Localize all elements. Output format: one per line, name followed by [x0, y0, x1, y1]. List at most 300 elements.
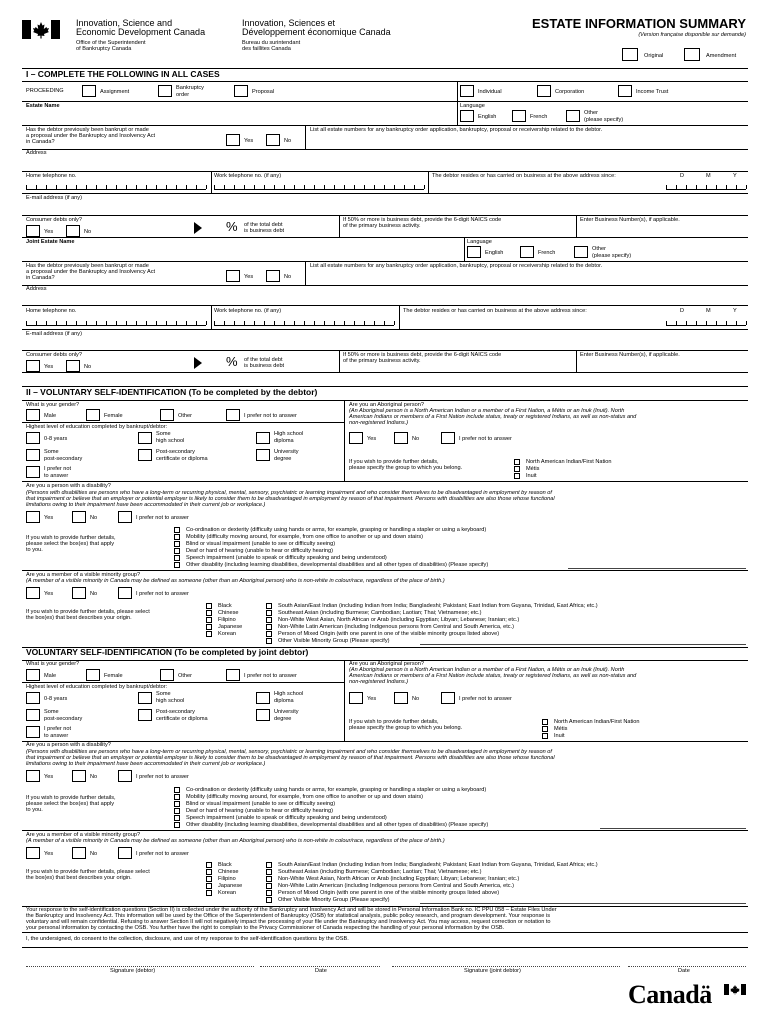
digit-tick	[264, 321, 265, 325]
vm-mixed-checkbox[interactable]	[266, 631, 272, 637]
consumer-no-checkbox[interactable]	[66, 225, 80, 237]
digit-tick	[394, 185, 395, 189]
dis-coordination-checkbox[interactable]	[174, 527, 180, 533]
j-vm-south-asian-checkbox[interactable]	[266, 862, 272, 868]
amendment-label: Amendment	[706, 53, 737, 59]
joint-prev-yes-checkbox[interactable]	[226, 270, 240, 282]
vm-mixed-label: Person of Mixed Origin (with one parent in one of the visible minority groups listed above)	[278, 631, 500, 637]
digit-tick	[56, 185, 57, 189]
disability-def-1: (Persons with disabilities are persons who have a long-term or recurring physical, mental, sensory, psychiatric or learning impairment and who consider themselves to be disadvantaged in employment by reason of	[26, 490, 552, 496]
j-edu-univ-checkbox[interactable]	[256, 709, 270, 721]
arrow-right-icon	[194, 357, 202, 369]
j-vm-mixed-checkbox[interactable]	[266, 890, 272, 896]
digit-tick	[66, 321, 67, 325]
language-label: Language	[460, 103, 485, 109]
vm-chinese-checkbox[interactable]	[206, 610, 212, 616]
j-edu-some-ps-label-1: Some	[44, 709, 59, 715]
digit-tick	[126, 321, 127, 325]
j-vm-black-checkbox[interactable]	[206, 862, 212, 868]
joint-consumer-yes-label: Yes	[44, 364, 54, 370]
digit-tick	[136, 321, 137, 325]
digit-tick	[736, 321, 737, 325]
disability-no-label: No	[90, 515, 98, 521]
joint-prev-no-checkbox[interactable]	[266, 270, 280, 282]
j-aboriginal-no-checkbox[interactable]	[394, 692, 408, 704]
j-vm-latin-american-checkbox[interactable]	[266, 883, 272, 889]
vm-korean-label: Korean	[218, 631, 237, 637]
canada-wordmark: Canadä	[628, 980, 712, 1009]
joint-resides-label: The debtor resides or has carried on business at the above address since:	[403, 308, 587, 314]
org-en-line1: Innovation, Science and	[76, 18, 173, 28]
email-label: E-mail address (if any)	[26, 195, 82, 201]
corporation-checkbox[interactable]	[537, 85, 551, 97]
j-dis-speech-checkbox[interactable]	[174, 815, 180, 821]
j-vm-yes-checkbox[interactable]	[26, 847, 40, 859]
j-disability-no-checkbox[interactable]	[72, 770, 86, 782]
digit-tick	[214, 321, 215, 325]
digit-tick	[364, 321, 365, 325]
j-aboriginal-prefer-not-label: I prefer not to answer	[459, 696, 512, 702]
consent-statement: I, the undersigned, do consent to the collection, disclosure, and use of my response to the self-identification questions by the OSB.	[26, 936, 349, 942]
metis-checkbox[interactable]	[514, 466, 520, 472]
aboriginal-yes-checkbox[interactable]	[349, 432, 363, 444]
digit-tick	[186, 321, 187, 325]
vm-prefer-not-checkbox[interactable]	[118, 587, 132, 599]
english-checkbox[interactable]	[460, 110, 474, 122]
joint-list-estates-label: List all estate numbers for any bankruptcy order application, bankruptcy, proposal or receivership related to the debtor.	[310, 263, 603, 269]
individual-checkbox[interactable]	[460, 85, 474, 97]
edu-some-hs-label-2: high school	[156, 438, 185, 444]
osb-en-line1: Office of the Superintendent	[76, 40, 146, 46]
disability-def-2: that impairment or believe that an employer or potential employer is likely to consider them to be disadvantaged in employment by reason of that impairment. Persons with disabilities are also those whose functional	[26, 496, 555, 502]
joint-home-tel-label: Home telephone no.	[26, 308, 77, 314]
gender-other-checkbox[interactable]	[160, 409, 174, 421]
gender-prefer-not-checkbox[interactable]	[226, 409, 240, 421]
assignment-checkbox[interactable]	[82, 85, 96, 97]
vm-latin-american-label: Non-White Latin American (including Indigenous persons from Central and South America, etc.)	[278, 624, 514, 630]
j-vm-def: (A member of a visible minority in Canada may be defined as someone (other than an Aboriginal person) who is non-white in colour/race, regardless of the place of birth.)	[26, 838, 445, 844]
vm-other-label: Other Visible Minority Group (Please specify)	[278, 638, 390, 644]
vm-west-asian-label: Non-White West Asian, North African or Arab (including Egyptian; Libyan; Lebanese; Iranian; etc.)	[278, 617, 520, 623]
digit-tick	[314, 185, 315, 189]
digit-tick	[264, 185, 265, 189]
digit-tick	[186, 185, 187, 189]
disability-question: Are you a person with a disability?	[26, 483, 111, 489]
j-edu-univ-label-2: degree	[274, 716, 292, 722]
digit-tick	[384, 185, 385, 189]
signature-joint-label: Signature (joint debtor)	[464, 968, 521, 974]
dis-mobility-label: Mobility (difficulty moving around, for example, from one office to another or up and down stairs)	[186, 534, 424, 540]
j-gender-prefer-not-checkbox[interactable]	[226, 669, 240, 681]
vm-question: Are you a member of a visible minority group?	[26, 572, 141, 578]
j-vm-filipino-checkbox[interactable]	[206, 876, 212, 882]
j-dis-blind-checkbox[interactable]	[174, 801, 180, 807]
canada-wordmark-flag-icon	[724, 984, 746, 995]
vm-filipino-checkbox[interactable]	[206, 617, 212, 623]
joint-english-checkbox[interactable]	[467, 246, 481, 258]
dis-mobility-checkbox[interactable]	[174, 534, 180, 540]
vm-prefer-not-label: I prefer not to answer	[136, 591, 189, 597]
j-vm-korean-label: Korean	[218, 890, 237, 896]
j-disability-def-3: limitations owing to their impairment have been accommodated in their current job or workplace.)	[26, 761, 266, 767]
j-edu-hs-checkbox[interactable]	[256, 692, 270, 704]
day-label: D	[680, 173, 685, 179]
j-vm-japanese-checkbox[interactable]	[206, 883, 212, 889]
joint-prev-no-label: No	[284, 274, 292, 280]
digit-tick	[176, 185, 177, 189]
osb-fr-line2: des faillites Canada	[242, 46, 291, 52]
j-vm-southeast-asian-checkbox[interactable]	[266, 869, 272, 875]
joint-address-label: Address	[26, 286, 47, 292]
digit-tick	[716, 321, 717, 325]
other-language-label-1: Other	[584, 110, 598, 116]
digit-tick	[136, 185, 137, 189]
edu-ps-cert-label-2: certificate or diploma	[156, 456, 208, 462]
proposal-label: Proposal	[252, 89, 275, 95]
pct-debt-label-2: is business debt	[244, 228, 285, 234]
joint-pct-label-1: of the total debt	[244, 357, 283, 363]
vm-korean-checkbox[interactable]	[206, 631, 212, 637]
digit-tick	[374, 185, 375, 189]
vm-south-asian-label: South Asian/East Indian (including Indian from India; Bangladeshi; Pakistani; East Indian from Guyana, Trinidad, East Africa; etc.)	[278, 603, 598, 609]
j-disability-prefer-not-label: I prefer not to answer	[136, 774, 189, 780]
j-edu-0-8-checkbox[interactable]	[26, 692, 40, 704]
j-vm-chinese-label: Chinese	[218, 869, 239, 875]
edu-some-ps-label-2: post-secondary	[44, 456, 83, 462]
j-na-indian-checkbox[interactable]	[542, 719, 548, 725]
j-edu-ps-cert-label-1: Post-secondary	[156, 709, 195, 715]
form-subtitle: (Version française disponible sur demande)	[638, 32, 746, 38]
j-vm-no-checkbox[interactable]	[72, 847, 86, 859]
disability-detail-2: please select the box(es) that apply	[26, 541, 114, 547]
disability-yes-label: Yes	[44, 515, 54, 521]
aboriginal-no-checkbox[interactable]	[394, 432, 408, 444]
month-label: M	[706, 173, 711, 179]
j-gender-male-checkbox[interactable]	[26, 669, 40, 681]
j-edu-some-ps-label-2: post-secondary	[44, 716, 83, 722]
digit-tick	[96, 321, 97, 325]
resides-date-input[interactable]	[666, 184, 746, 190]
digit-tick	[284, 321, 285, 325]
j-dis-other-checkbox[interactable]	[174, 822, 180, 828]
canada-flag-icon	[22, 20, 60, 39]
digit-tick	[224, 185, 225, 189]
digit-tick	[86, 185, 87, 189]
digit-tick	[666, 185, 667, 189]
j-vm-southeast-asian-label: Southeast Asian (including Burmese; Cambodian; Laotian; Thai; Vietnamese; etc.)	[278, 869, 482, 875]
j-disability-detail-2: please select the box(es) that apply	[26, 801, 114, 807]
digit-tick	[86, 321, 87, 325]
j-vm-west-asian-checkbox[interactable]	[266, 876, 272, 882]
naics-label-2: of the primary business activity.	[343, 223, 421, 229]
edu-prefer-not-checkbox[interactable]	[26, 466, 40, 478]
j-metis-checkbox[interactable]	[542, 726, 548, 732]
vm-yes-checkbox[interactable]	[26, 587, 40, 599]
home-tel-input[interactable]	[26, 184, 206, 190]
prev-bankrupt-q2: a proposal under the Bankruptcy and Insolvency Act	[26, 133, 156, 139]
disability-detail-3: to you.	[26, 547, 43, 553]
digit-tick	[36, 321, 37, 325]
na-indian-label: North American Indian/First Nation	[526, 459, 612, 465]
vm-detail-2: the box(es) that best describes your origin.	[26, 615, 132, 621]
vm-other-checkbox[interactable]	[266, 638, 272, 644]
vm-no-checkbox[interactable]	[72, 587, 86, 599]
aboriginal-detail-2: please specify the group to which you belong.	[349, 465, 463, 471]
inuit-checkbox[interactable]	[514, 473, 520, 479]
dis-deaf-checkbox[interactable]	[174, 548, 180, 554]
joint-resides-date-input[interactable]	[666, 320, 746, 326]
edu-hs-checkbox[interactable]	[256, 432, 270, 444]
dis-speech-checkbox[interactable]	[174, 555, 180, 561]
vm-japanese-checkbox[interactable]	[206, 624, 212, 630]
j-vm-other-checkbox[interactable]	[266, 897, 272, 903]
digit-tick	[234, 321, 235, 325]
j-edu-univ-label-1: University	[274, 709, 299, 715]
digit-tick	[274, 185, 275, 189]
joint-year-label: Y	[733, 308, 737, 314]
digit-tick	[116, 185, 117, 189]
joint-work-tel-input[interactable]	[214, 320, 394, 326]
joint-business-number-label: Enter Business Number(s), if applicable.	[580, 352, 680, 358]
na-indian-checkbox[interactable]	[514, 459, 520, 465]
work-tel-input[interactable]	[214, 184, 424, 190]
individual-label: Individual	[478, 89, 502, 95]
digit-tick	[126, 185, 127, 189]
date-joint-label: Date	[678, 968, 690, 974]
estate-name-label: Estate Name	[26, 103, 60, 109]
j-dis-mobility-checkbox[interactable]	[174, 794, 180, 800]
work-tel-label: Work telephone no. (if any)	[214, 173, 282, 179]
privacy-line-3: voluntary and will remain confidential. Refusing to answer Section II will not negatively impact the processing of your file under the Bankruptcy and Insolvency Act. You may access, request correction or notation to	[26, 919, 551, 925]
naics-label-1: If 50% or more is business debt, provide the 6-digit NAICS code	[343, 217, 502, 223]
digit-tick	[334, 185, 335, 189]
prev-bankrupt-yes-checkbox[interactable]	[226, 134, 240, 146]
j-edu-prefer-not-label-2: to answer	[44, 733, 69, 739]
digit-tick	[196, 321, 197, 325]
j-vm-japanese-label: Japanese	[218, 883, 243, 889]
j-edu-prefer-not-checkbox[interactable]	[26, 726, 40, 738]
french-checkbox[interactable]	[512, 110, 526, 122]
edu-ps-cert-checkbox[interactable]	[138, 449, 152, 461]
edu-some-ps-checkbox[interactable]	[26, 449, 40, 461]
joint-consumer-label: Consumer debts only?	[26, 352, 82, 358]
vm-west-asian-checkbox[interactable]	[266, 617, 272, 623]
original-checkbox[interactable]	[622, 48, 638, 61]
prev-bankrupt-no-checkbox[interactable]	[266, 134, 280, 146]
disability-prefer-not-label: I prefer not to answer	[136, 515, 189, 521]
j-na-indian-label: North American Indian/First Nation	[554, 719, 640, 725]
amendment-checkbox[interactable]	[684, 48, 700, 61]
j-dis-speech-label: Speech impairment (unable to speak or difficulty speaking and being understood)	[186, 815, 387, 821]
joint-language-label: Language	[467, 239, 492, 245]
digit-tick	[244, 185, 245, 189]
j-gender-other-checkbox[interactable]	[160, 669, 174, 681]
digit-tick	[224, 321, 225, 325]
percent-sign: %	[226, 219, 238, 234]
digit-tick	[26, 185, 27, 189]
digit-tick	[686, 321, 687, 325]
joint-work-tel-label: Work telephone no. (if any)	[214, 308, 282, 314]
joint-home-tel-input[interactable]	[26, 320, 206, 326]
j-aboriginal-def-1: (An Aboriginal person is a North American Indian or a member of a First Nation, a Métis or an Inuk (Inuit). North	[349, 667, 625, 673]
j-dis-deaf-checkbox[interactable]	[174, 808, 180, 814]
j-edu-some-hs-label-1: Some	[156, 691, 171, 697]
digit-tick	[696, 321, 697, 325]
j-vm-other-label: Other Visible Minority Group (Please specify)	[278, 897, 390, 903]
j-aboriginal-question: Are you an Aboriginal person?	[349, 661, 424, 667]
digit-tick	[166, 321, 167, 325]
j-vm-south-asian-label: South Asian/East Indian (including Indian from India; Bangladeshi; Pakistani; East Indian from Guyana, Trinidad, East Africa; etc.)	[278, 862, 598, 868]
j-gender-male-label: Male	[44, 673, 57, 679]
j-edu-some-ps-checkbox[interactable]	[26, 709, 40, 721]
dis-other-label: Other disability (including learning disabilities, developmental disabilities and all other types of disabilities) (Please specify)	[186, 562, 489, 568]
edu-some-hs-label-1: Some	[156, 431, 171, 437]
vm-black-checkbox[interactable]	[206, 603, 212, 609]
edu-some-hs-checkbox[interactable]	[138, 432, 152, 444]
edu-ps-cert-label-1: Post-secondary	[156, 449, 195, 455]
privacy-line-4: your personal information by contacting the OSB. You further have the right to complain to the Privacy Commissioner of Canada respecting the handling of your personal information by the OSB.	[26, 925, 505, 931]
joint-prev-yes-label: Yes	[244, 274, 254, 280]
bankruptcy-order-checkbox[interactable]	[158, 85, 172, 97]
digit-tick	[304, 185, 305, 189]
j-aboriginal-yes-label: Yes	[367, 696, 377, 702]
j-disability-yes-checkbox[interactable]	[26, 770, 40, 782]
j-vm-korean-checkbox[interactable]	[206, 890, 212, 896]
j-vm-latin-american-label: Non-White Latin American (including Indigenous persons from Central and South America, etc.)	[278, 883, 514, 889]
gender-prefer-not-label: I prefer not to answer	[244, 413, 297, 419]
digit-tick	[46, 321, 47, 325]
gender-other-label: Other	[178, 413, 192, 419]
digit-tick	[324, 185, 325, 189]
j-gender-female-checkbox[interactable]	[86, 669, 100, 681]
digit-tick	[56, 321, 57, 325]
j-vm-filipino-label: Filipino	[218, 876, 236, 882]
digit-tick	[706, 185, 707, 189]
digit-tick	[244, 321, 245, 325]
vm-latin-american-checkbox[interactable]	[266, 624, 272, 630]
disability-yes-checkbox[interactable]	[26, 511, 40, 523]
j-aboriginal-prefer-not-checkbox[interactable]	[441, 692, 455, 704]
osb-fr-line1: Bureau du surintendant	[242, 40, 301, 46]
disability-prefer-not-checkbox[interactable]	[118, 511, 132, 523]
gender-female-checkbox[interactable]	[86, 409, 100, 421]
edu-univ-checkbox[interactable]	[256, 449, 270, 461]
inuit-label: Inuit	[526, 473, 537, 479]
j-edu-some-hs-label-2: high school	[156, 698, 185, 704]
edu-univ-label-2: degree	[274, 456, 292, 462]
digit-tick	[314, 321, 315, 325]
prev-bankrupt-q1: Has the debtor previously been bankrupt or made	[26, 127, 149, 133]
prev-bankrupt-no-label: No	[284, 138, 292, 144]
digit-tick	[254, 185, 255, 189]
j-edu-0-8-label: 0-8 years	[44, 696, 68, 702]
income-trust-checkbox[interactable]	[618, 85, 632, 97]
proposal-checkbox[interactable]	[234, 85, 248, 97]
dis-blind-checkbox[interactable]	[174, 541, 180, 547]
disability-no-checkbox[interactable]	[72, 511, 86, 523]
privacy-line-1: Your response to the self-identification questions (Section II) is collected under the authority of the Bankruptcy and Insolvency Act and will be stored in Personal Information Bank no. IC PPU 058 – Estate Files Under	[26, 907, 557, 913]
j-edu-hs-label-1: High school	[274, 691, 304, 697]
bankruptcy-order-label-1: Bankruptcy	[176, 85, 204, 91]
joint-other-label-2: (please specify)	[592, 253, 632, 259]
dis-other-checkbox[interactable]	[174, 562, 180, 568]
digit-tick	[156, 185, 157, 189]
dis-blind-label: Blind or visual impairment (unable to see or difficulty seeing)	[186, 541, 336, 547]
digit-tick	[414, 185, 415, 189]
j-vm-chinese-checkbox[interactable]	[206, 869, 212, 875]
joint-prev-q2: a proposal under the Bankruptcy and Insolvency Act	[26, 269, 156, 275]
j-aboriginal-yes-checkbox[interactable]	[349, 692, 363, 704]
edu-hs-label-1: High school	[274, 431, 304, 437]
joint-consumer-no-checkbox[interactable]	[66, 360, 80, 372]
french-label: French	[530, 114, 548, 120]
edu-0-8-checkbox[interactable]	[26, 432, 40, 444]
digit-tick	[76, 185, 77, 189]
signature-debtor-label: Signature (debtor)	[110, 968, 156, 974]
j-disability-prefer-not-checkbox[interactable]	[118, 770, 132, 782]
j-edu-ps-cert-label-2: certificate or diploma	[156, 716, 208, 722]
digit-tick	[156, 321, 157, 325]
vm-filipino-label: Filipino	[218, 617, 236, 623]
digit-tick	[404, 185, 405, 189]
edu-prefer-not-label-2: to answer	[44, 473, 69, 479]
j-metis-label: Métis	[554, 726, 568, 732]
year-label: Y	[733, 173, 737, 179]
digit-tick	[116, 321, 117, 325]
j-vm-prefer-not-checkbox[interactable]	[118, 847, 132, 859]
prev-bankrupt-yes-label: Yes	[244, 138, 254, 144]
j-disability-detail-1: If you wish to provide further details,	[26, 795, 116, 801]
gender-question: What is your gender?	[26, 402, 80, 408]
digit-tick	[726, 185, 727, 189]
vm-chinese-label: Chinese	[218, 610, 239, 616]
j-edu-some-hs-checkbox[interactable]	[138, 692, 152, 704]
aboriginal-def-1: (An Aboriginal person is a North American Indian or a member of a First Nation, a Métis or an Inuk (Inuit). North	[349, 408, 625, 414]
gender-male-label: Male	[44, 413, 57, 419]
digit-tick	[66, 185, 67, 189]
j-edu-ps-cert-checkbox[interactable]	[138, 709, 152, 721]
joint-english-label: English	[485, 250, 504, 256]
digit-tick	[394, 321, 395, 325]
j-inuit-checkbox[interactable]	[542, 733, 548, 739]
digit-tick	[424, 185, 425, 189]
j-edu-hs-label-2: diploma	[274, 698, 294, 704]
other-language-checkbox[interactable]	[566, 110, 580, 122]
vm-south-asian-checkbox[interactable]	[266, 603, 272, 609]
digit-tick	[96, 185, 97, 189]
joint-consumer-yes-checkbox[interactable]	[26, 360, 40, 372]
joint-percent-sign: %	[226, 354, 238, 369]
j-dis-coordination-checkbox[interactable]	[174, 787, 180, 793]
joint-french-checkbox[interactable]	[520, 246, 534, 258]
consumer-yes-label: Yes	[44, 229, 54, 235]
joint-prev-q1: Has the debtor previously been bankrupt or made	[26, 263, 149, 269]
gender-male-checkbox[interactable]	[26, 409, 40, 421]
j-edu-prefer-not-label-1: I prefer not	[44, 726, 72, 732]
digit-tick	[304, 321, 305, 325]
consumer-yes-checkbox[interactable]	[26, 225, 40, 237]
aboriginal-prefer-not-checkbox[interactable]	[441, 432, 455, 444]
j-aboriginal-detail-2: please specify the group to which you belong.	[349, 725, 463, 731]
vm-detail-1: If you wish to provide further details, please select	[26, 609, 150, 615]
section-2-title: II – VOLUNTARY SELF-IDENTIFICATION (To be completed by the debtor)	[26, 387, 318, 397]
english-label: English	[478, 114, 497, 120]
vm-southeast-asian-checkbox[interactable]	[266, 610, 272, 616]
digit-tick	[146, 321, 147, 325]
digit-tick	[196, 185, 197, 189]
aboriginal-no-label: No	[412, 436, 420, 442]
joint-other-language-checkbox[interactable]	[574, 246, 588, 258]
